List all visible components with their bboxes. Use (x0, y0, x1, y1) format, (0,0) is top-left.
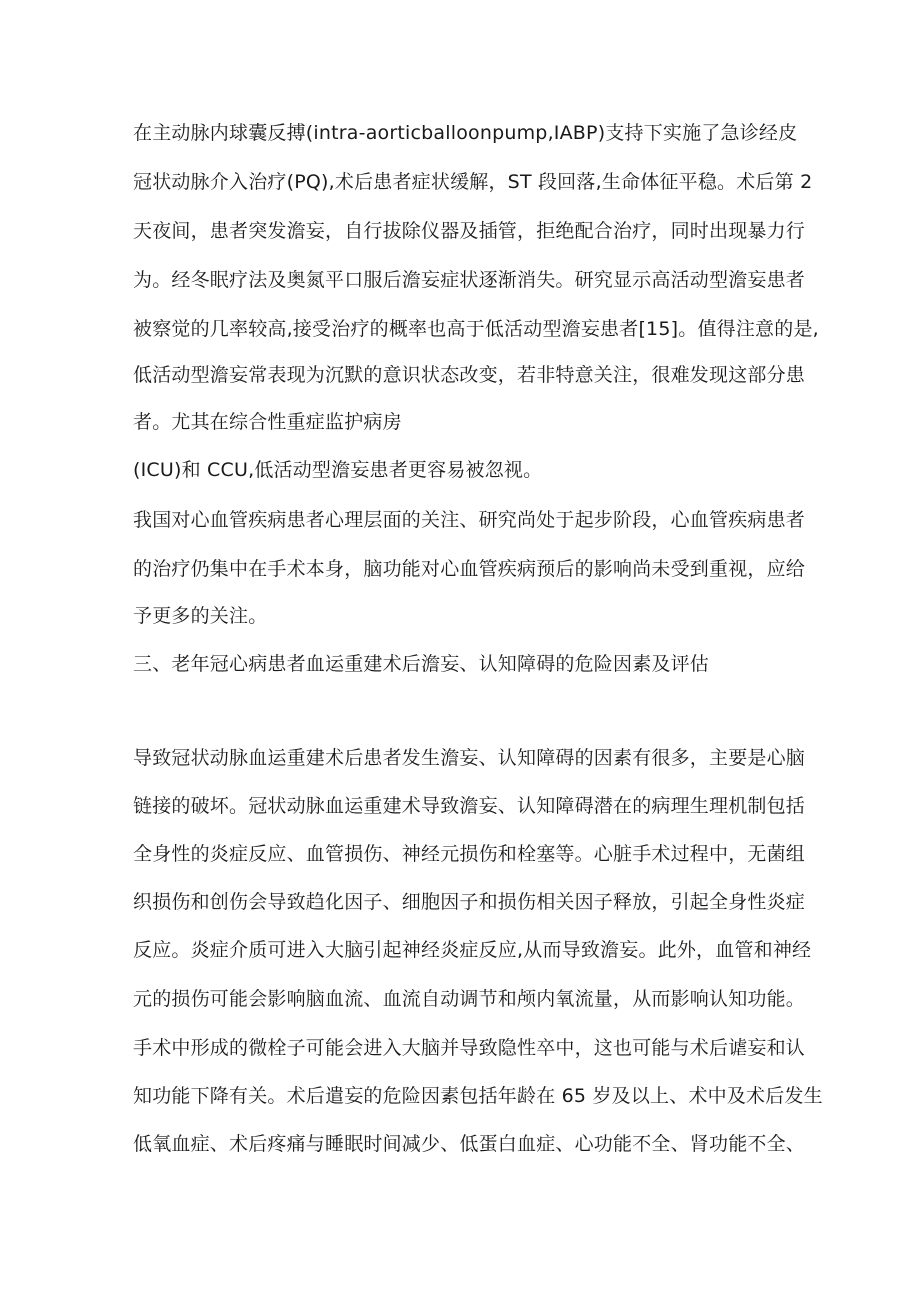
paragraph-4-line-2: 链接的破坏。冠状动脉血运重建术导致澹妄、认知障碍潜在的病理生理机制包括 (133, 795, 806, 817)
paragraph-3-line-2: 的治疗仍集中在手术本身，脑功能对心血管疾病预后的影响尚未受到重视，应给 (133, 558, 806, 580)
paragraph-4-line-8: 知功能下降有关。术后遣妄的危险因素包括年龄在 65 岁及以上、术中及术后发生 (133, 1085, 823, 1107)
paragraph-1-line-4: 为。经冬眠疗法及奥氮平口服后澹妄症状逐渐消失。研究显示高活动型澹妄患者 (133, 269, 806, 291)
paragraph-4-line-4: 织损伤和创伤会导致趋化因子、细胞因子和损伤相关因子释放，引起全身性炎症 (133, 891, 806, 913)
section-heading: 三、老年冠心病患者血运重建术后澹妄、认知障碍的危险因素及评估 (133, 653, 710, 675)
paragraph-1-line-5: 被察觉的几率较高,接受治疗的概率也高于低活动型澹妄患者[15]。值得注意的是, (133, 318, 819, 340)
paragraph-4-line-6: 元的损伤可能会影响脑血流、血流自动调节和颅内氧流量，从而影响认知功能。 (133, 988, 806, 1010)
paragraph-3-line-3: 予更多的关注。 (133, 605, 268, 627)
paragraph-1-line-2: 冠状动脉介入治疗(PQ),术后患者症状缓解，ST 段回落,生命体征平稳。术后第 2 (133, 171, 813, 193)
paragraph-4-line-3: 全身性的炎症反应、血管损伤、神经元损伤和栓塞等。心脏手术过程中，无菌组 (133, 843, 806, 865)
paragraph-1-line-3: 天夜间，患者突发澹妄，自行拔除仪器及插管，拒绝配合治疗，同时出现暴力行 (133, 220, 806, 242)
paragraph-4-line-9: 低氧血症、术后疼痛与睡眠时间减少、低蛋白血症、心功能不全、肾功能不全、 (133, 1133, 806, 1155)
paragraph-1-line-7: 者。尤其在综合性重症监护病房 (133, 411, 402, 433)
paragraph-4-line-7: 手术中形成的微栓子可能会进入大脑并导致隐性卒中，这也可能与术后谑妄和认 (133, 1037, 806, 1059)
paragraph-1-line-6: 低活动型澹妄常表现为沉默的意识状态改变，若非特意关注，很难发现这部分患 (133, 364, 806, 386)
paragraph-4-line-5: 反应。炎症介质可进入大脑引起神经炎症反应,从而导致澹妄。此外，血管和神经 (133, 939, 812, 961)
paragraph-1-line-1: 在主动脉内球囊反搏(intra-aorticballoonpump,IABP)支持下实施了急诊经皮 (133, 122, 798, 144)
paragraph-4-line-1: 导致冠状动脉血运重建术后患者发生澹妄、认知障碍的因素有很多，主要是心脑 (133, 747, 806, 769)
paragraph-3-line-1: 我国对心血管疾病患者心理层面的关注、研究尚处于起步阶段，心血管疾病患者 (133, 509, 806, 531)
paragraph-2-line-1: (ICU)和 CCU,低活动型澹妄患者更容易被忽视。 (133, 459, 543, 481)
